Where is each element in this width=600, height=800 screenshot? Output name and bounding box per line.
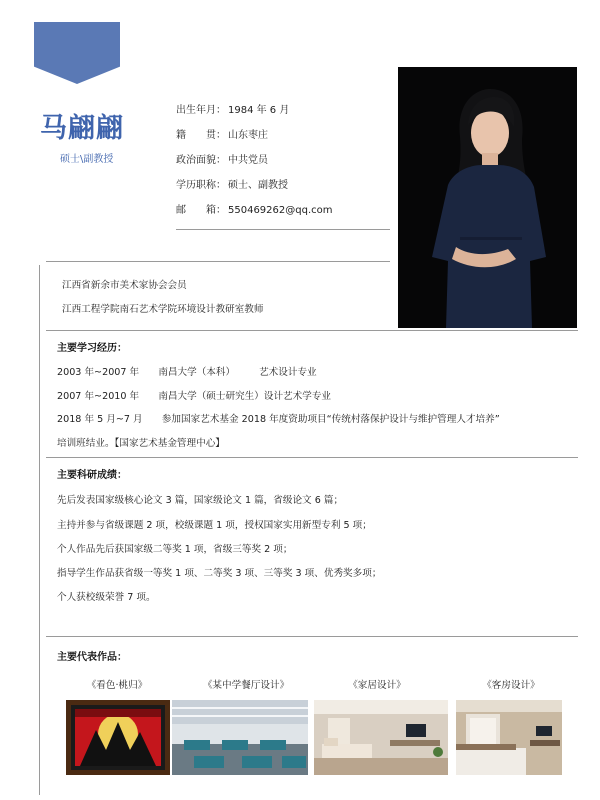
section-divider-top [46, 261, 390, 262]
painting-image [66, 700, 170, 775]
work-label: 《客房设计》 [482, 680, 540, 691]
info-label: 学历职称： [176, 180, 226, 191]
work-label: 《家居设计》 [348, 680, 406, 691]
info-row-political [176, 153, 333, 178]
research-line: 主持并参与省级课题 2 项，校级课题 1 项，授权国家实用新型专利 5 项； [57, 520, 372, 531]
info-value: 550469262@qq.com [228, 205, 333, 216]
portrait-figure [398, 67, 577, 328]
info-value: 1984 年 6 月 [228, 105, 290, 116]
research-heading: 主要科研成绩： [57, 470, 127, 481]
research-line: 先后发表国家级核心论文 3 篇，国家级论文 1 篇，省级论文 6 篇； [57, 495, 344, 506]
person-title: 硕士\副教授 [60, 154, 114, 165]
education-line: 培训班结业。【国家艺术基金管理中心】 [57, 438, 225, 449]
info-label: 籍 贯： [176, 130, 226, 141]
person-name: 马翩翩 [40, 113, 124, 144]
education-line: 2003 年~2007 年 南昌大学（本科） 艺术设计专业 [57, 367, 317, 378]
info-value: 中共党员 [228, 155, 268, 166]
research-line: 个人获校级荣誉 7 项。 [57, 592, 156, 603]
living-room-image [314, 700, 448, 775]
work-label: 《看色·桃归》 [86, 680, 148, 691]
membership-line: 江西省新余市美术家协会会员 [62, 280, 187, 291]
section-divider [46, 330, 578, 331]
section-divider [46, 457, 578, 458]
info-row-degree [176, 178, 333, 203]
education-line: 2007 年~2010 年 南昌大学（硕士研究生）设计艺术学专业 [57, 391, 332, 402]
info-row-email [176, 203, 333, 228]
education-heading: 主要学习经历： [57, 343, 127, 354]
section-divider [46, 636, 578, 637]
info-label: 邮 箱： [176, 205, 226, 216]
cafeteria-image [172, 700, 308, 775]
research-line: 个人作品先后获国家级二等奖 1 项，省级三等奖 2 项； [57, 544, 293, 555]
work-thumbnail-living-room [314, 700, 448, 775]
info-value: 山东枣庄 [228, 130, 268, 141]
info-label: 政治面貌： [176, 155, 226, 166]
work-thumbnail-cafeteria [172, 700, 308, 775]
education-line: 2018 年 5 月~7 月 参加国家艺术基金 2018 年度资助项目“传统村落保护设计与维护管理人才培养” [57, 414, 500, 425]
portrait-photo [398, 67, 577, 328]
personal-info [176, 103, 333, 228]
info-row-birth [176, 103, 333, 128]
work-thumbnail-painting [66, 700, 170, 775]
info-divider [176, 229, 390, 230]
membership-line: 江西工程学院南石艺术学院环境设计教研室教师 [62, 304, 264, 315]
guest-room-image [456, 700, 562, 775]
works-heading: 主要代表作品： [57, 652, 127, 663]
header-banner [34, 22, 120, 84]
info-label: 出生年月： [176, 105, 226, 116]
work-thumbnail-guest-room [456, 700, 562, 775]
research-line: 指导学生作品获省级一等奖 1 项、二等奖 3 项、三等奖 3 项、优秀奖多项； [57, 568, 382, 579]
left-vertical-rule [39, 265, 40, 795]
info-row-origin [176, 128, 333, 153]
info-value: 硕士、副教授 [228, 180, 288, 191]
work-label: 《某中学餐厅设计》 [202, 680, 290, 691]
